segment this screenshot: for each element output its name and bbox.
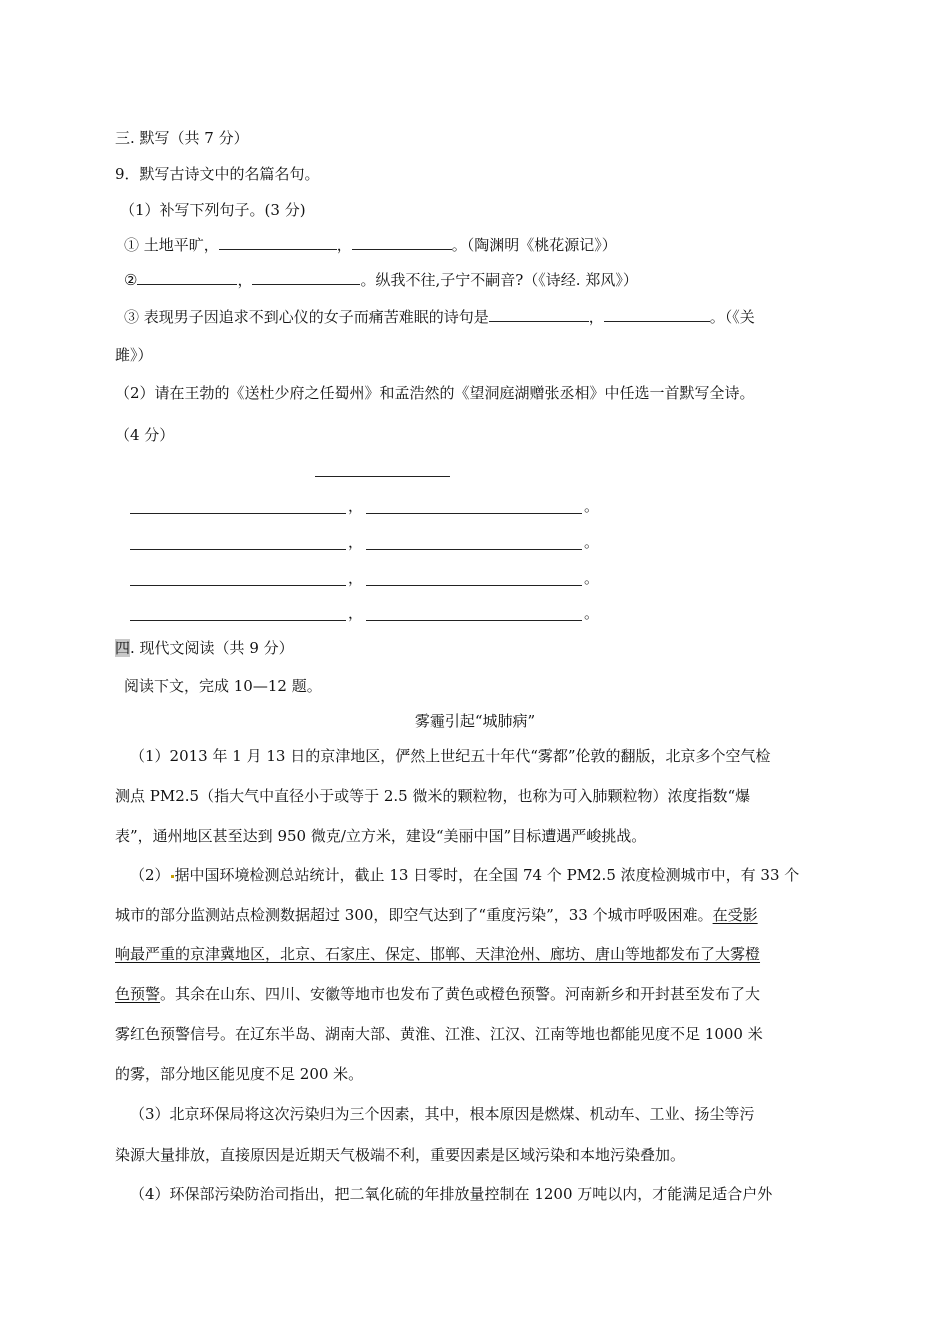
period: 。 <box>584 604 600 622</box>
answer-blank[interactable] <box>130 535 346 550</box>
marker-dot-icon <box>171 875 174 878</box>
answer-blank[interactable] <box>489 307 589 322</box>
fill-item-1 <box>124 235 617 255</box>
fill-item-1-prefix: ① 土地平旷， <box>124 236 219 254</box>
answer-blank[interactable] <box>366 571 582 586</box>
fill-item-2-sep: ， <box>237 271 253 289</box>
answer-blank[interactable] <box>130 499 346 514</box>
fill-item-2 <box>124 270 638 290</box>
period: 。 <box>584 533 600 551</box>
section-4-heading <box>115 638 294 658</box>
paragraph-2-text: 城市的部分监测站点检测数据超过 300，即空气达到了“重度污染”，33 个城市呼吸困难。 <box>115 906 713 924</box>
section-4-heading-text: . 现代文阅读（共 9 分） <box>130 639 294 657</box>
paragraph-1-line: 表”，通州地区甚至达到 950 微克/立方米，建设“美丽中国”目标遭遇严峻挑战。 <box>115 827 647 845</box>
poem-answer-row <box>130 603 600 623</box>
article-title: 雾霾引起“城肺病” <box>414 712 536 730</box>
poem-answer-row <box>130 496 600 516</box>
poem-answer-row <box>130 532 600 552</box>
comma: ， <box>348 604 364 622</box>
reading-instruction: 阅读下文，完成 10—12 题。 <box>124 677 322 695</box>
fill-item-3-prefix: ③ 表现男子因追求不到心仪的女子而痛苦难眠的诗句是 <box>124 308 489 326</box>
section-4-number: 四 <box>115 639 131 657</box>
fill-item-3-sep: ， <box>588 308 604 326</box>
period: 。 <box>584 497 600 515</box>
paragraph-2-line: 雾红色预警信号。在辽东半岛、湖南大部、黄淮、江淮、江汉、江南等地也都能见度不足 1000 米 <box>115 1025 763 1043</box>
paragraph-2-line: 的雾，部分地区能见度不足 200 米。 <box>115 1065 364 1083</box>
paragraph-2-line <box>130 865 799 885</box>
paragraph-2-text: 。其余在山东、四川、安徽等地市也发布了黄色或橙色预警。河南新乡和开封甚至发布了大 <box>160 985 761 1003</box>
underlined-text: 在受影 <box>712 906 758 924</box>
fill-item-3-continued: 雎》） <box>115 346 153 364</box>
fill-item-1-sep: ， <box>336 236 352 254</box>
fill-item-3-suffix: 。（《关 <box>709 308 755 326</box>
answer-blank[interactable] <box>604 307 710 322</box>
comma: ， <box>348 569 364 587</box>
sub-question-2: （2）请在王勃的《送杜少府之任蜀州》和孟浩然的《望洞庭湖赠张丞相》中任选一首默写全诗。 <box>115 384 755 402</box>
fill-item-3 <box>124 307 755 327</box>
paragraph-1-line: 测点 PM2.5（指大气中直径小于或等于 2.5 微米的颗粒物，也称为可入肺颗粒物）浓度指数“爆 <box>115 787 751 805</box>
paragraph-3-line: 染源大量排放，直接原因是近期天气极端不利，重要因素是区域污染和本地污染叠加。 <box>115 1146 686 1164</box>
paragraph-2-line <box>115 944 760 964</box>
sub-question-1: （1）补写下列句子。(3 分) <box>120 201 306 219</box>
fill-item-2-prefix: ② <box>124 271 138 289</box>
answer-blank[interactable] <box>366 499 582 514</box>
underlined-text: 色预警 <box>115 985 161 1003</box>
paragraph-2-number: （2） <box>130 866 170 884</box>
answer-blank[interactable] <box>366 606 582 621</box>
fill-item-1-suffix: 。（陶渊明《桃花源记》） <box>451 236 617 254</box>
paragraph-1-line: （1）2013 年 1 月 13 日的京津地区，俨然上世纪五十年代“雾都”伦敦的翻版，北京多个空气检 <box>130 747 771 765</box>
answer-blank[interactable] <box>219 235 337 250</box>
answer-blank[interactable] <box>366 535 582 550</box>
answer-blank[interactable] <box>130 571 346 586</box>
period: 。 <box>584 569 600 587</box>
answer-blank[interactable] <box>130 606 346 621</box>
comma: ， <box>348 497 364 515</box>
underlined-text: 响最严重的京津冀地区，北京、石家庄、保定、邯郸、天津沧州、廊坊、唐山等地都发布了大雾橙 <box>115 945 761 963</box>
answer-blank[interactable] <box>352 235 452 250</box>
paragraph-2-line <box>115 984 760 1004</box>
paragraph-2-text: 据中国环境检测总站统计，截止 13 日零时，在全国 74 个 PM2.5 浓度检测城市中，有 33 个 <box>174 866 800 884</box>
fill-item-2-suffix: 。纵我不往,子宁不嗣音?（《诗经. 郑风》） <box>360 271 638 289</box>
sub-question-2-score: （4 分） <box>115 426 175 444</box>
paragraph-3-line: （3）北京环保局将这次污染归为三个因素，其中，根本原因是燃煤、机动车、工业、扬尘等污 <box>130 1105 755 1123</box>
paragraph-2-line <box>115 905 758 925</box>
paragraph-4-line: （4）环保部污染防治司指出，把二氧化硫的年排放量控制在 1200 万吨以内，才能满足适合户外 <box>130 1185 773 1203</box>
answer-blank[interactable] <box>252 270 360 285</box>
answer-blank[interactable] <box>137 270 237 285</box>
question-9: 9．默写古诗文中的名篇名句。 <box>115 165 320 183</box>
comma: ， <box>348 533 364 551</box>
poem-answer-row <box>130 568 600 588</box>
poem-title-blank[interactable] <box>315 476 450 477</box>
section-3-heading: 三. 默写（共 7 分） <box>115 129 249 147</box>
